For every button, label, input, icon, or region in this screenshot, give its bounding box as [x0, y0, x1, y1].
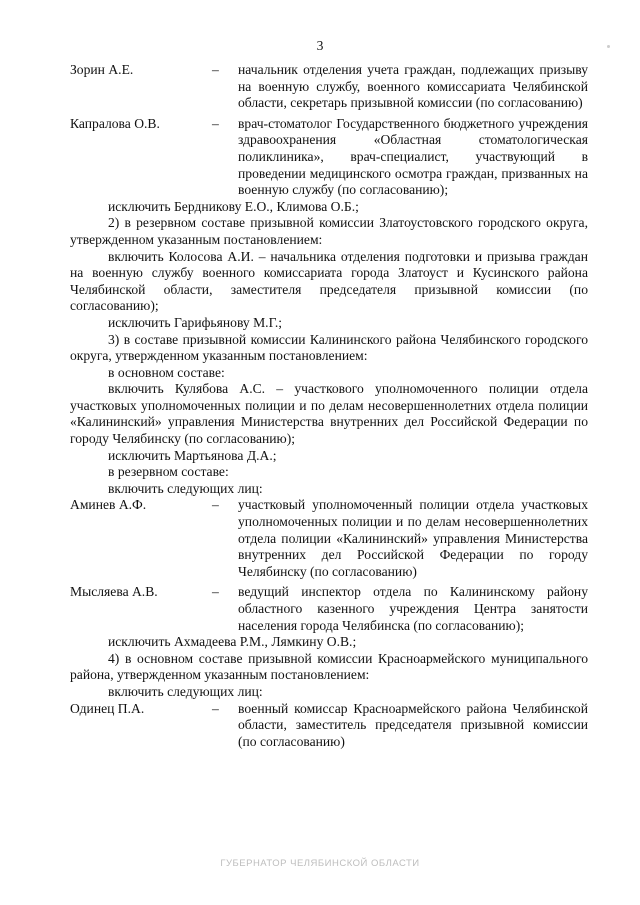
member-dash: –: [212, 497, 219, 513]
member-entry: [70, 62, 588, 112]
member-name: Мысляева А.В.: [70, 584, 158, 600]
scan-speck: [607, 45, 610, 48]
paragraph: включить Колосова А.И. – начальника отделения подготовки и призыва граждан на военную службу военного комиссариата города Златоуст и Кусинского района Челябинской области, заместителя председателя призывной комиссии (по согласованию);: [70, 248, 588, 314]
member-position: ведущий инспектор отдела по Калининскому району областного казенного учреждения Центра занятости населения города Челябинска (по согласованию);: [238, 584, 588, 633]
member-dash: –: [212, 115, 219, 131]
paragraph: 3) в составе призывной комиссии Калининского района Челябинского городского округа, утвержденном указанным постановлением:: [70, 331, 588, 364]
paragraph: в резервном составе:: [108, 464, 229, 480]
member-entry: [70, 584, 588, 634]
document-body: [70, 62, 588, 750]
member-position: врач-стоматолог Государственного бюджетного учреждения здравоохранения «Областная стоматологическая поликлиника», врач-специалист, участвующий в проведении медицинского осмотра граждан, призванных на военную службу (по согласованию);: [238, 115, 588, 198]
member-entry: [70, 116, 588, 199]
member-entry: [70, 497, 588, 580]
paragraph: 4) в основном составе призывной комиссии Красноармейского муниципального района, утвержденном указанным постановлением:: [70, 650, 588, 683]
member-position: военный комиссар Красноармейского района Челябинской области, заместитель председателя призывной комиссии (по согласованию): [238, 700, 588, 749]
member-entry: [70, 701, 588, 751]
paragraph: включить следующих лиц:: [108, 480, 263, 496]
governor-watermark: ГУБЕРНАТОР ЧЕЛЯБИНСКОЙ ОБЛАСТИ: [220, 858, 420, 869]
paragraph: исключить Ахмадеева Р.М., Лямкину О.В.;: [108, 634, 357, 650]
member-dash: –: [212, 62, 219, 77]
member-dash: –: [212, 584, 219, 600]
member-name: Зорин А.Е.: [70, 62, 134, 77]
paragraph: исключить Гарифьянову М.Г.;: [108, 314, 283, 330]
paragraph: исключить Мартьянова Д.А.;: [108, 447, 277, 463]
paragraph: исключить Бердникову Е.О., Климова О.Б.;: [108, 198, 359, 214]
member-position: начальник отделения учета граждан, подлежащих призыву на военную службу, военного комиссариата Челябинской области, секретарь призывной комиссии (по согласованию): [238, 62, 588, 111]
member-dash: –: [212, 700, 219, 716]
paragraph: в основном составе:: [108, 364, 225, 380]
page-number: 3: [316, 38, 324, 53]
member-name: Капралова О.В.: [70, 115, 160, 131]
paragraph: включить следующих лиц:: [108, 683, 263, 699]
member-name: Одинец П.А.: [70, 700, 145, 716]
member-name: Аминев А.Ф.: [70, 497, 147, 513]
paragraph: включить Кулябова А.С. – участкового уполномоченного полиции отдела участковых уполномоченных полиции и по делам несовершеннолетних отдела полиции «Калининский» управления Министерства внутренних дел Российской Федерации по городу Челябинску (по согласованию);: [70, 381, 588, 447]
member-position: участковый уполномоченный полиции отдела участковых уполномоченных полиции и по делам несовершеннолетних отдела полиции «Калининский» управления Министерства внутренних дел Российской Федерации по городу Челябинску (по согласованию): [238, 497, 588, 579]
paragraph: 2) в резервном составе призывной комиссии Златоустовского городского округа, утвержденном указанным постановлением:: [70, 215, 588, 247]
